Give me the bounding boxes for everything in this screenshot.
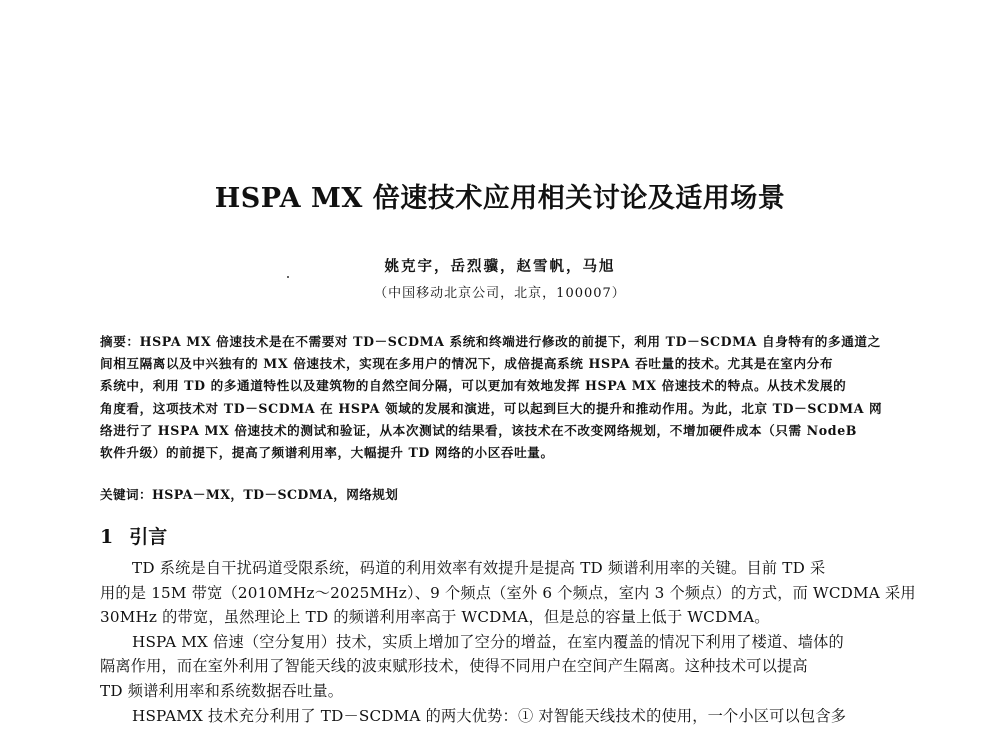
body-line: 隔离作用，而在室外利用了智能天线的波束赋形技术，使得不同用户在空间产生隔离。这种技术可以提高 <box>100 657 808 676</box>
body-line: TD 频谱利用率和系统数据吞吐量。 <box>100 681 344 700</box>
author-list: 姚克宇，岳烈骥，赵雪帆，马旭 <box>384 258 616 275</box>
scan-speck <box>287 276 289 278</box>
abstract-line: 络进行了 HSPA MX 倍速技术的测试和验证，从本次测试的结果看，该技术在不改变网络规划，不增加硬件成本（只需 NodeB <box>100 422 858 438</box>
body-line: HSPA MX 倍速（空分复用）技术，实质上增加了空分的增益，在室内覆盖的情况下利用了楼道、墙体的 <box>132 632 844 651</box>
keywords: 关键词：HSPA－MX，TD－SCDMA，网络规划 <box>100 487 399 502</box>
body-line: 30MHz 的带宽，虽然理论上 TD 的频谱利用率高于 WCDMA，但是总的容量上低于 WCDMA。 <box>100 608 770 627</box>
body-line: 用的是 15M 带宽（2010MHz～2025MHz）、9 个频点（室外 6 个频点，室内 3 个频点）的方式，而 WCDMA 采用 <box>100 583 916 602</box>
section-heading <box>100 522 167 549</box>
body-line: HSPAMX 技术充分利用了 TD－SCDMA 的两大优势：① 对智能天线技术的使用，一个小区可以包含多 <box>132 706 847 725</box>
body-line: TD 系统是自干扰码道受限系统，码道的利用效率有效提升是提高 TD 频谱利用率的关键。目前 TD 采 <box>132 559 826 577</box>
body-text <box>100 556 915 728</box>
section-title: 引言 <box>129 526 168 548</box>
abstract-line: 系统中，利用 TD 的多通道特性以及建筑物的自然空间分隔，可以更加有效地发挥 HSPA MX 倍速技术的特点。从技术发展的 <box>100 378 847 394</box>
section-number: 1 <box>100 526 114 548</box>
abstract-line: 间相互隔离以及中兴独有的 MX 倍速技术，实现在多用户的情况下，成倍提高系统 HSPA 吞吐量的技术。尤其是在室内分布 <box>100 356 834 372</box>
abstract-line: 软件升级）的前提下，提高了频谱利用率，大幅提升 TD 网络的小区吞吐量。 <box>100 444 554 460</box>
abstract-line: 角度看，这项技术对 TD－SCDMA 在 HSPA 领域的发展和演进，可以起到巨大的提升和推动作用。为此，北京 TD－SCDMA 网 <box>100 400 883 416</box>
author-affiliation: （中国移动北京公司，北京，100007） <box>374 286 626 301</box>
abstract <box>100 331 915 464</box>
abstract-line: 摘要：HSPA MX 倍速技术是在不需要对 TD－SCDMA 系统和终端进行修改的前提下，利用 TD－SCDMA 自身特有的多通道之 <box>100 334 881 349</box>
paper-title: HSPA MX 倍速技术应用相关讨论及适用场景 <box>214 183 786 214</box>
